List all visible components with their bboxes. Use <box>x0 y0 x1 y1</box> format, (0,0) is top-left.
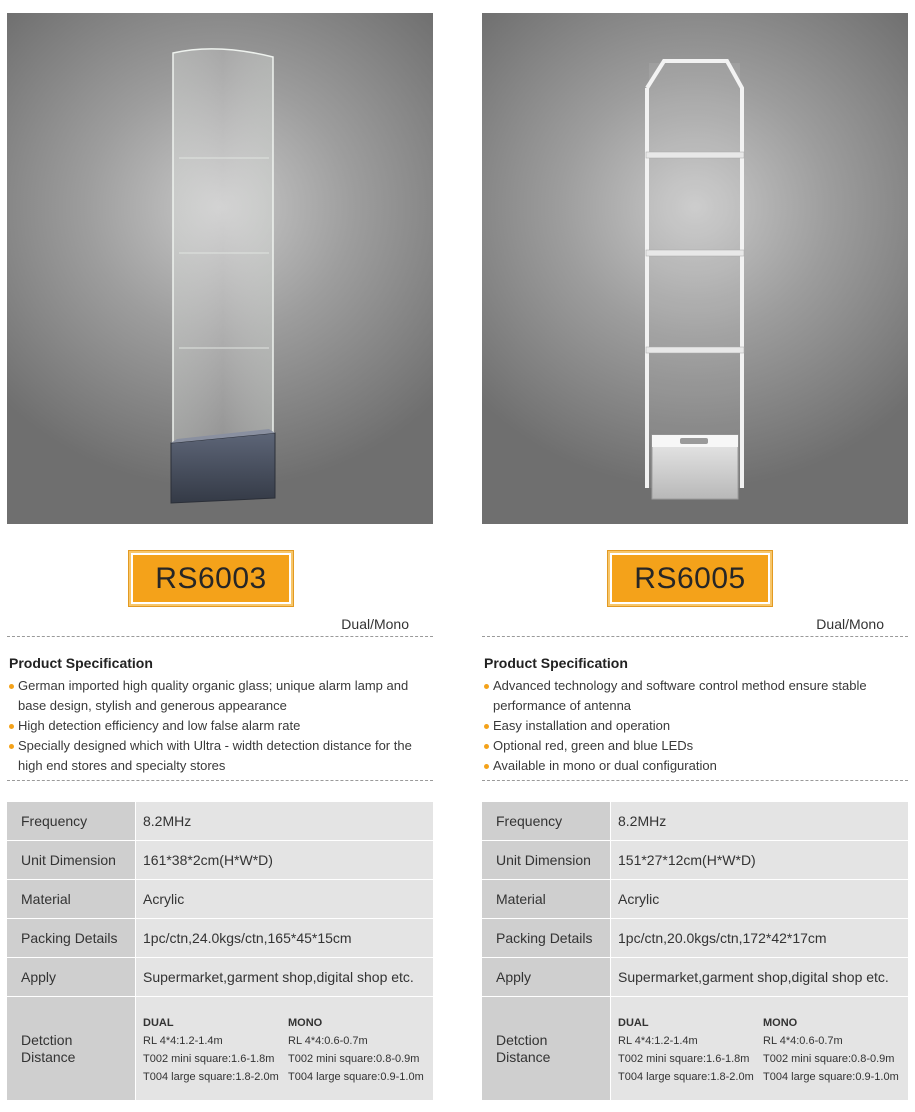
spec-label: Frequency <box>482 802 610 840</box>
feature-list <box>484 676 904 776</box>
spec-row-dimension <box>482 841 908 879</box>
distance-line: T004 large square:1.8-2.0m <box>143 1070 279 1083</box>
spec-value: 1pc/ctn,24.0kgs/ctn,165*45*15cm <box>136 919 433 957</box>
distance-line: RL 4*4:0.6-0.7m <box>763 1034 843 1047</box>
product-photo-rs6003 <box>7 13 433 524</box>
distance-line: T002 mini square:0.8-0.9m <box>288 1052 420 1065</box>
spec-label: Material <box>7 880 135 918</box>
model-name-badge: RS6005 <box>608 551 772 606</box>
spec-label: Packing Details <box>7 919 135 957</box>
feature-item: High detection efficiency and low false alarm rate <box>9 716 429 736</box>
spec-label: Unit Dimension <box>7 841 135 879</box>
product-photo-rs6005 <box>482 13 908 524</box>
distance-line: T004 large square:0.9-1.0m <box>288 1070 424 1083</box>
spec-table <box>482 802 908 1101</box>
spec-label: Unit Dimension <box>482 841 610 879</box>
acrylic-antenna-image <box>7 13 433 524</box>
spec-row-dimension <box>7 841 433 879</box>
detection-values <box>136 997 433 1100</box>
product-column-rs6003 <box>7 0 433 1112</box>
feature-item: Specially designed which with Ultra - width detection distance for the high end stores and specialty stores <box>9 736 429 776</box>
dual-distance-group <box>618 1014 763 1086</box>
spec-label: Detction Distance <box>482 997 610 1100</box>
feature-item: Optional red, green and blue LEDs <box>484 736 904 756</box>
mono-heading: MONO <box>763 1016 798 1029</box>
divider <box>7 780 433 781</box>
distance-line: RL 4*4:1.2-1.4m <box>618 1034 698 1047</box>
spec-row-packing <box>482 919 908 957</box>
mono-distance-group <box>288 1014 424 1086</box>
spec-row-packing <box>7 919 433 957</box>
spec-label: Packing Details <box>482 919 610 957</box>
distance-line: RL 4*4:1.2-1.4m <box>143 1034 223 1047</box>
spec-row-detection <box>7 997 433 1100</box>
spec-row-apply <box>482 958 908 996</box>
spec-label: Material <box>482 880 610 918</box>
divider <box>482 636 908 637</box>
spec-value: 1pc/ctn,20.0kgs/ctn,172*42*17cm <box>611 919 908 957</box>
feature-item: Easy installation and operation <box>484 716 904 736</box>
mode-label: Dual/Mono <box>816 616 884 632</box>
distance-line: T002 mini square:1.6-1.8m <box>143 1052 275 1065</box>
feature-item: Available in mono or dual configuration <box>484 756 904 776</box>
product-column-rs6005 <box>482 0 908 1112</box>
divider <box>482 780 908 781</box>
spec-label: Apply <box>482 958 610 996</box>
feature-item: Advanced technology and software control method ensure stable performance of antenna <box>484 676 904 716</box>
metal-antenna-image <box>482 13 908 524</box>
distance-line: RL 4*4:0.6-0.7m <box>288 1034 368 1047</box>
spec-row-material <box>482 880 908 918</box>
spec-row-apply <box>7 958 433 996</box>
feature-item: German imported high quality organic glass; unique alarm lamp and base design, stylish and generous appearance <box>9 676 429 716</box>
mode-label: Dual/Mono <box>341 616 409 632</box>
dual-heading: DUAL <box>618 1016 649 1029</box>
spec-value: Acrylic <box>136 880 433 918</box>
spec-row-frequency <box>7 802 433 840</box>
spec-label: Frequency <box>7 802 135 840</box>
spec-label: Apply <box>7 958 135 996</box>
model-name-badge: RS6003 <box>129 551 293 606</box>
detection-values <box>611 997 908 1100</box>
spec-value: 8.2MHz <box>136 802 433 840</box>
distance-line: T002 mini square:0.8-0.9m <box>763 1052 895 1065</box>
spec-value: 161*38*2cm(H*W*D) <box>136 841 433 879</box>
distance-line: T004 large square:0.9-1.0m <box>763 1070 899 1083</box>
spec-value: Supermarket,garment shop,digital shop etc. <box>136 958 433 996</box>
spec-row-detection <box>482 997 908 1100</box>
spec-table <box>7 802 433 1101</box>
distance-line: T002 mini square:1.6-1.8m <box>618 1052 750 1065</box>
spec-row-material <box>7 880 433 918</box>
spec-title: Product Specification <box>9 655 153 671</box>
spec-row-frequency <box>482 802 908 840</box>
spec-value: 151*27*12cm(H*W*D) <box>611 841 908 879</box>
mono-distance-group <box>763 1014 899 1086</box>
spec-value: 8.2MHz <box>611 802 908 840</box>
dual-heading: DUAL <box>143 1016 174 1029</box>
mono-heading: MONO <box>288 1016 323 1029</box>
spec-value: Acrylic <box>611 880 908 918</box>
feature-list <box>9 676 429 776</box>
spec-label: Detction Distance <box>7 997 135 1100</box>
spec-title: Product Specification <box>484 655 628 671</box>
spec-value: Supermarket,garment shop,digital shop etc. <box>611 958 908 996</box>
dual-distance-group <box>143 1014 288 1086</box>
distance-line: T004 large square:1.8-2.0m <box>618 1070 754 1083</box>
divider <box>7 636 433 637</box>
